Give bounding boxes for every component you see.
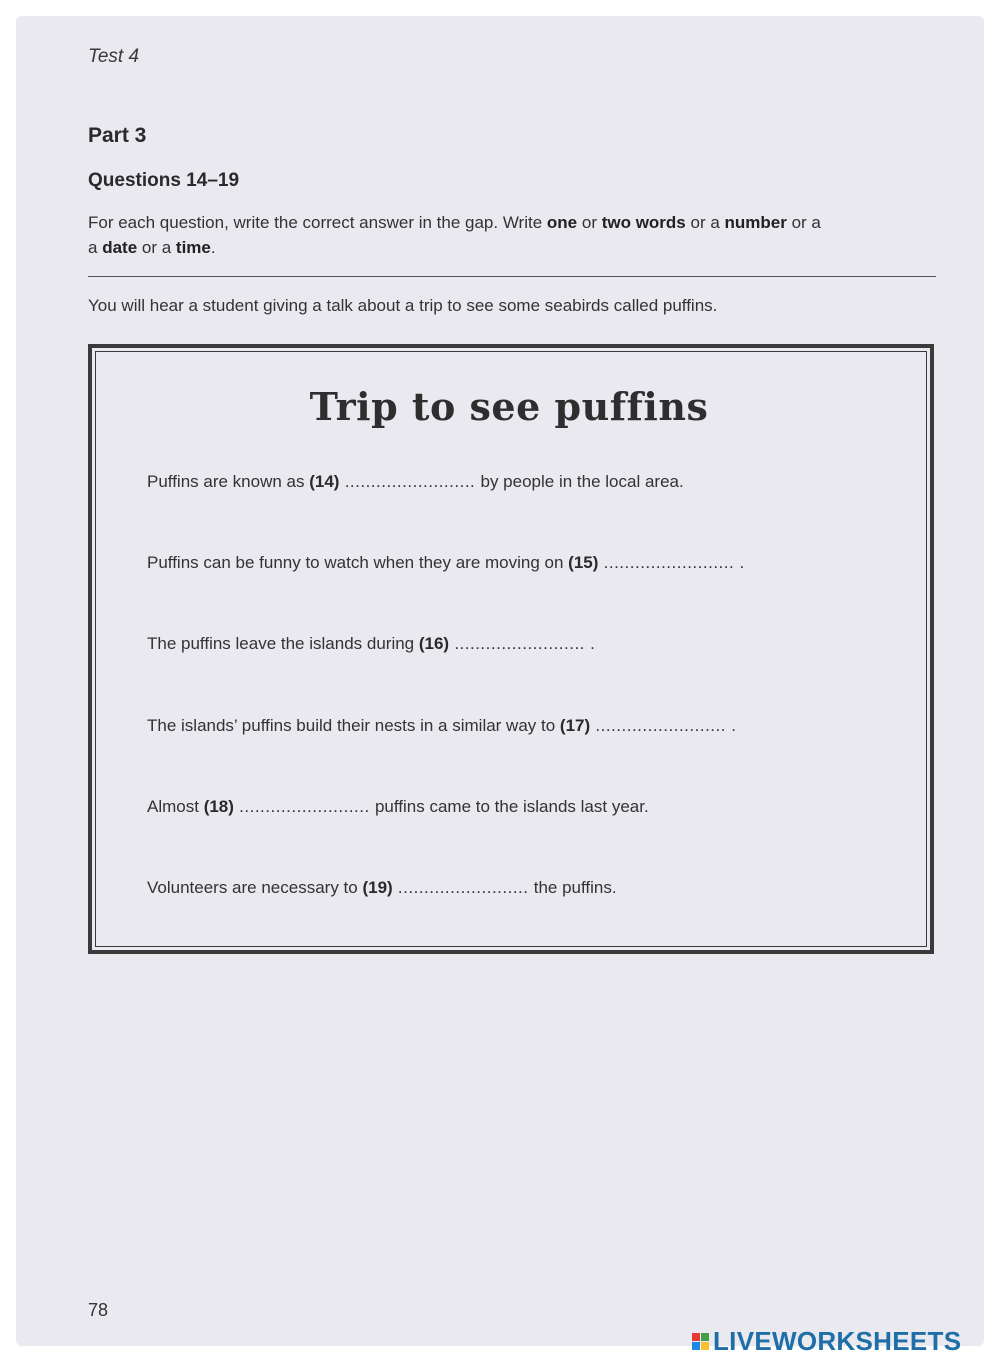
- page-number: 78: [88, 1300, 109, 1320]
- answer-gap-14[interactable]: .........................: [339, 472, 481, 491]
- answer-gap-19[interactable]: .........................: [392, 878, 534, 897]
- question-16: The puffins leave the islands during (16) ......................... .: [147, 634, 595, 653]
- question-17: The islands’ puffins build their nests in a similar way to (17) ......................... .: [147, 716, 736, 735]
- answer-gap-17[interactable]: .........................: [590, 716, 732, 735]
- intro-text: You will hear a student giving a talk about a trip to see some seabirds called puffins.: [88, 296, 718, 315]
- question-15: Puffins can be funny to watch when they are moving on (15) ......................... .: [147, 553, 745, 572]
- test-label: Test 4: [88, 46, 140, 67]
- question-14: Puffins are known as (14) ......................... by people in the local area.: [147, 472, 684, 491]
- question-19: Volunteers are necessary to (19) ......................... the puffins.: [147, 878, 617, 897]
- part-title: Part 3: [88, 124, 147, 147]
- liveworksheets-logo-icon: [692, 1333, 709, 1350]
- notes-box-title: Trip to see puffins: [309, 384, 709, 429]
- liveworksheets-watermark[interactable]: [692, 1326, 961, 1357]
- answer-gap-15[interactable]: .........................: [598, 553, 740, 572]
- instructions: For each question, write the correct answer in the gap. Write one or two words or a number or a a date or a time.: [88, 213, 821, 257]
- question-18: Almost (18) ......................... puffins came to the islands last year.: [147, 797, 649, 816]
- answer-gap-18[interactable]: .........................: [233, 797, 375, 816]
- questions-title: Questions 14–19: [88, 170, 240, 191]
- answer-gap-16[interactable]: .........................: [449, 634, 591, 653]
- watermark-text: LIVEWORKSHEETS: [713, 1326, 962, 1356]
- section-divider: [88, 276, 936, 277]
